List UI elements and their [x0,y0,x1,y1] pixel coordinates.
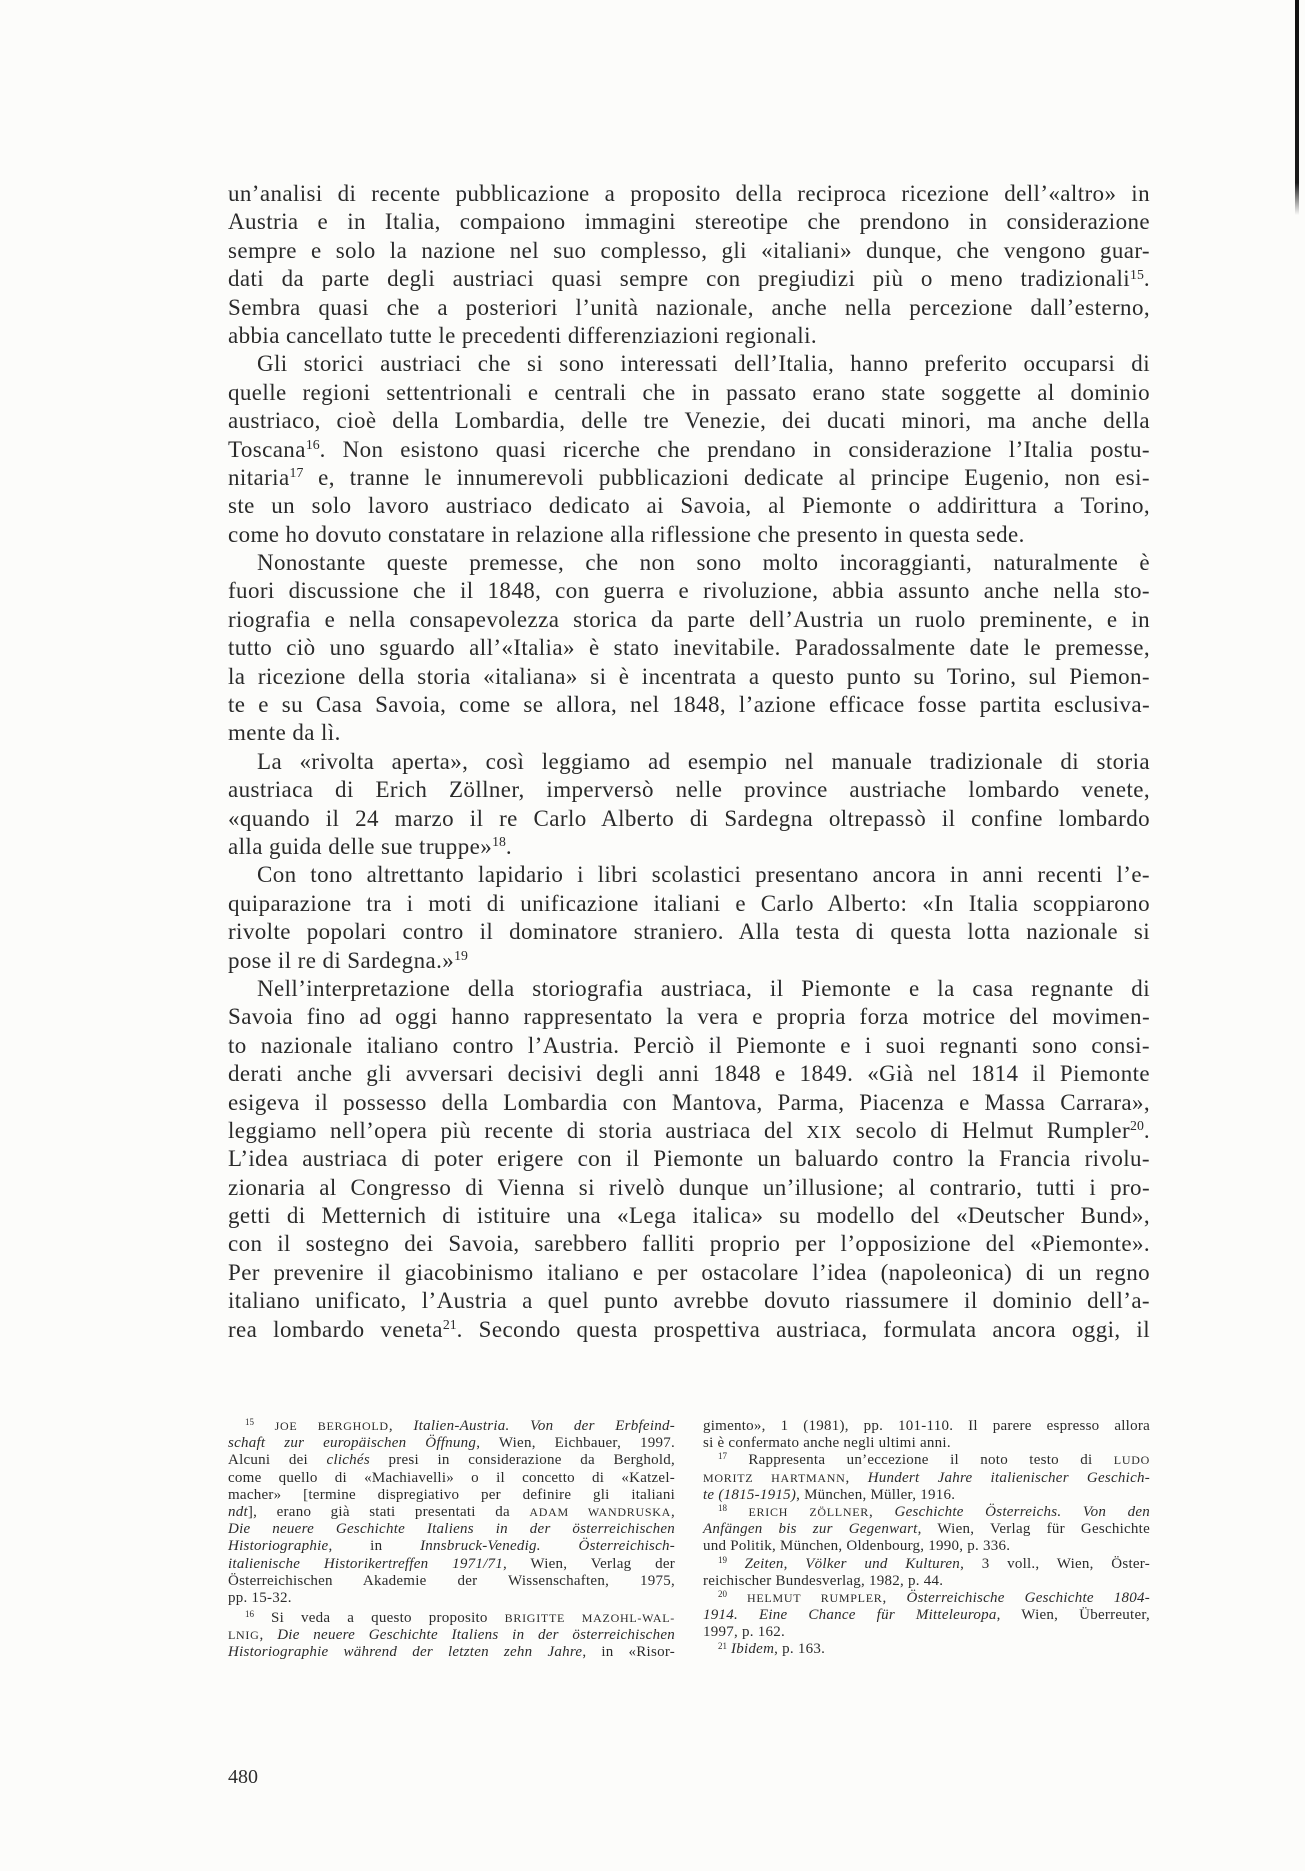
text-run: rea lombardo veneta [228,1316,443,1342]
footnote-line: Die neuere Geschichte Italiens in der österreichischen [228,1521,675,1538]
body-line: Nonostante queste premesse, che non sono molto incoraggianti, naturalmente è [257,550,1150,576]
text-run: Alcuni dei [228,1452,327,1469]
footnote-line: und Politik, München, Oldenbourg, 1990, p. 336. [703,1538,1011,1555]
body-line: L’idea austriaca di poter erigere con il Piemonte un baluardo contro la Francia rivolu- [228,1146,1150,1172]
body-line: La «rivolta aperta», così leggiamo ad esempio nel manuale tradizionale di storia [257,748,1150,774]
body-line: zionaria al Congresso di Vienna si rivelò dunque un’illusione; al contrario, tutti i pro- [228,1174,1150,1200]
body-line: Savoia fino ad oggi hanno rappresentato la vera e propria forza motrice del movimen- [228,1004,1150,1030]
body-line [228,1117,1150,1145]
text-run: , Wien, Verlag der [502,1555,675,1572]
footnote-line [703,1607,1150,1624]
italic-run: Geschichte Österreichs. Von den [894,1503,1150,1520]
body-line: quelle regioni settentrionali e centrali che in passato erano state soggette al dominio [228,379,1150,405]
footnote-ref: 16 [305,436,320,452]
body-line: la ricezione della storia «italiana» si è incentrata a questo punto su Torino, sul Piemon- [228,663,1150,689]
footnote-line: come quello di «Machiavelli» o il concetto di «Katzel- [228,1469,675,1486]
footnote-line [228,1435,675,1452]
scan-edge-shadow [1295,0,1299,215]
footnote-number: 19 [718,1554,727,1565]
body-line: italiano unificato, l’Austria a quel punto avrebbe dovuto riassumere il dominio dell’a- [228,1288,1150,1314]
footnote-ref: 17 [289,465,304,481]
text-run: , [845,1469,868,1486]
footnote-line: si è confermato anche negli ultimi anni. [703,1435,951,1452]
footnote-line: 1997, p. 162. [703,1624,785,1641]
footnote-ref: 15 [1130,266,1144,282]
footnote-number: 16 [245,1609,254,1620]
body-line: come ho dovuto constatare in relazione alla riflessione che presento in questa sede. [228,521,1025,547]
text-run: . [505,833,513,859]
text-run: , Wien, Verlag für Geschichte [917,1521,1151,1538]
footnote-number: 15 [245,1417,254,1428]
text-run: , [869,1503,895,1520]
body-line: austriaca di Erich Zöllner, imperversò nelle province austriache lombardo venete, [228,777,1150,803]
italic-run: Historiographie während der letzten zehn Jahre [228,1644,583,1661]
small-caps-run: HELMUT RUMPLER [746,1590,883,1605]
body-line: rivolte popolari contro il dominatore straniero. Alla testa di questa lotta nazionale si [228,919,1150,945]
text-run [254,1418,275,1434]
italic-run: schaft zur europäischen Öffnung [228,1435,477,1452]
footnote-line [703,1641,1150,1658]
body-line [228,1316,1150,1344]
small-caps-run: XIX [806,1121,843,1142]
footnote-number: 17 [718,1451,727,1462]
body-line: austriaco, cioè della Lombardia, delle tre Venezie, dei ducati minori, ma anche della [228,408,1150,434]
body-line: derati anche gli avversari decisivi degli anni 1848 e 1849. «Già nel 1814 il Piemonte [228,1061,1150,1087]
footnote-line [703,1487,1150,1504]
text-run: . Non esistono quasi ricerche che prendano in considerazione l’Italia postu- [319,436,1150,462]
body-line: esigeva il possesso della Lombardia con Mantova, Parma, Piacenza e Massa Carrara», [228,1089,1150,1115]
footnotes-right-column [703,1418,1150,1659]
text-run [727,1504,749,1520]
text-run: , [671,1503,675,1520]
text-run: dati da parte degli austriaci quasi sempre con pregiudizi più o meno tradizionali [228,266,1131,292]
italic-run: clichés [326,1452,370,1469]
footnote-number: 18 [718,1503,727,1513]
footnote-line [703,1470,1150,1487]
body-line: to nazionale italiano contro l’Austria. Perciò il Piemonte e i suoi regnanti sono consi- [228,1032,1150,1058]
footnote-line [703,1504,1150,1521]
body-line: quiparazione tra i moti di unificazione italiani e Carlo Alberto: «In Italia scoppiarono [228,890,1150,916]
footnote-ref: 20 [1130,1118,1144,1134]
text-run: ], erano già stati presentati da [247,1503,530,1520]
text-run: , p. 163. [774,1641,826,1658]
footnote-line [228,1452,675,1469]
italic-run: Hundert Jahre italienischer Geschich- [867,1469,1150,1486]
italic-run: Österreichische Geschichte 1804- [906,1589,1150,1606]
body-line: sempre e solo la nazione nel suo complesso, gli «italiani» dunque, che vengono guar- [228,237,1150,263]
text-run: e, tranne le innumerevoli pubblicazioni dedicate al principe Eugenio, non esi- [303,464,1150,490]
body-line: con il sostegno dei Savoia, sarebbero falliti proprio per l’opposizione del «Piemonte». [228,1231,1150,1257]
italic-run: Die neuere Geschichte Italiens in der österreichischen [277,1627,675,1644]
body-line: un’analisi di recente pubblicazione a proposito della reciproca ricezione dell’«altro» in [228,181,1150,206]
small-caps-run: ADAM WANDRUSKA [529,1504,671,1519]
italic-run: italienische Historikertreffen 1971/71 [228,1555,503,1572]
body-line: Con tono altrettanto lapidario i libri scolastici presentano ancora in anni recenti l’e- [257,862,1150,888]
body-line [228,833,1150,861]
small-caps-run: JOE BERGHOLD [274,1419,389,1433]
body-line [228,947,1150,975]
footnote-line [703,1590,1150,1607]
footnote-line: pp. 15-32. [228,1589,292,1606]
text-run: , 3 voll., Wien, Öster- [960,1555,1150,1572]
italic-run: Innsbruck-Venedig. Österreichisch- [420,1538,676,1555]
body-line: Austria e in Italia, compaiono immagini stereotipe che prendono in considerazione [228,209,1150,235]
footnote-ref: 19 [454,947,468,963]
text-run: , [388,1418,414,1434]
body-line: Gli storici austriaci che si sono interessati dell’Italia, hanno preferito occuparsi di [257,351,1150,377]
body-line: fuori discussione che il 1848, con guerra e rivoluzione, abbia assunto anche nella sto- [228,578,1150,604]
italic-run: ndt [228,1503,248,1520]
text-run: nitaria [228,464,290,490]
text-run: Si veda a questo proposito [254,1610,505,1627]
footnotes-left-column [228,1418,675,1662]
footnote-line [228,1556,675,1573]
text-run: , Wien, Eichbauer, 1997. [476,1435,675,1452]
italic-run: Historiographie [228,1538,329,1555]
body-line [228,265,1150,293]
footnote-line: reichischer Bundesverlag, 1982, p. 44. [703,1572,944,1589]
footnote-line [703,1452,1150,1469]
text-run: , in [328,1538,421,1555]
footnote-line: macher» [termine dispregiativo per definire gli italiani [228,1486,675,1503]
body-line: abbia cancellato tutte le precedenti differenziazioni regionali. [228,322,818,348]
footnote-line [228,1610,675,1627]
main-text [228,180,1150,1344]
body-line: «quando il 24 marzo il re Carlo Alberto di Sardegna oltrepassò il confine lombardo [228,805,1150,831]
text-run: Rappresenta un’eccezione il noto testo di [727,1452,1114,1469]
italic-run: 1914. Eine Chance für Mitteleuropa [703,1607,997,1624]
italic-run: Ibidem [731,1641,775,1658]
text-run: , [259,1627,278,1644]
text-run: pose il re di Sardegna.» [228,947,455,973]
italic-run: Anfängen bis zur Gegenwart [703,1521,918,1538]
text-run: secolo di Helmut Rumpler [842,1117,1131,1143]
footnote-line [228,1538,675,1555]
small-caps-run: LNIG [228,1628,260,1643]
footnote-line [703,1556,1150,1573]
text-run: Toscana [228,436,306,462]
italic-run: Zeiten, Völker und Kulturen [744,1555,961,1572]
body-line: getti di Metternich di istituire una «Lega italica» su modello del «Deutscher Bund», [228,1203,1150,1229]
text-run [727,1590,747,1606]
text-run: alla guida delle sue truppe» [228,833,493,859]
body-line: Nell’interpretazione della storiografia austriaca, il Piemonte e la casa regnante di [257,975,1150,1001]
footnote-line [703,1521,1150,1538]
italic-run: Italien-Austria. Von der Erbfeind- [413,1418,676,1434]
text-run: , [882,1589,907,1606]
body-line: Per prevenire il giacobinismo italiano e per ostacolare l’idea (napoleonica) di un regno [228,1259,1150,1285]
text-run: , Wien, Überreuter, [996,1607,1150,1624]
text-run: , München, Müller, 1916. [796,1486,956,1503]
footnote-number: 20 [718,1588,727,1599]
small-caps-run: BRIGITTE MAZOHL-WAL- [504,1611,675,1626]
small-caps-run: MORITZ HARTMANN [703,1470,846,1485]
small-caps-run: LUDO [1113,1453,1150,1468]
text-run: leggiamo nell’opera più recente di storia austriaca del [228,1117,807,1143]
footnote-line [228,1644,675,1661]
text-run: , in «Risor- [582,1644,676,1661]
body-line: te e su Casa Savoia, come se allora, nel 1848, l’azione efficace fosse partita esclusiva- [228,692,1150,718]
footnote-line [228,1418,675,1435]
footnote-line: gimento», 1 (1981), pp. 101-110. Il parere espresso allora [703,1418,1150,1434]
text-run: . [1143,266,1150,292]
footnote-line [228,1627,675,1644]
small-caps-run: ERICH ZÖLLNER [748,1504,870,1519]
footnote-number: 21 [718,1640,727,1651]
footnote-ref: 21 [442,1317,457,1333]
text-run: . Secondo questa prospettiva austriaca, formulata ancora oggi, il [456,1316,1150,1342]
body-line: mente da lì. [228,720,341,746]
body-line: ste un solo lavoro austriaco dedicato ai Savoia, al Piemonte o addirittura a Torino, [228,493,1150,519]
footnote-line: Österreichischen Akademie der Wissenschaften, 1975, [228,1572,675,1589]
text-run: . [1143,1117,1150,1143]
body-line [228,464,1150,492]
body-line: riografia e nella consapevolezza storica da parte dell’Austria un ruolo preminente, e in [228,606,1150,632]
body-line [228,436,1150,464]
italic-run: te (1815-1915) [703,1486,797,1503]
footnote-line [228,1504,675,1521]
body-line: tutto ciò uno sguardo all’«Italia» è stato inevitabile. Paradossalmente date le premesse, [228,635,1150,661]
body-line: Sembra quasi che a posteriori l’unità nazionale, anche nella percezione dall’esterno, [228,294,1150,320]
footnote-ref: 18 [492,834,506,850]
text-run [727,1556,745,1572]
text-run: presi in considerazione da Berghold, [369,1452,675,1469]
page-number: 480 [228,1766,258,1788]
